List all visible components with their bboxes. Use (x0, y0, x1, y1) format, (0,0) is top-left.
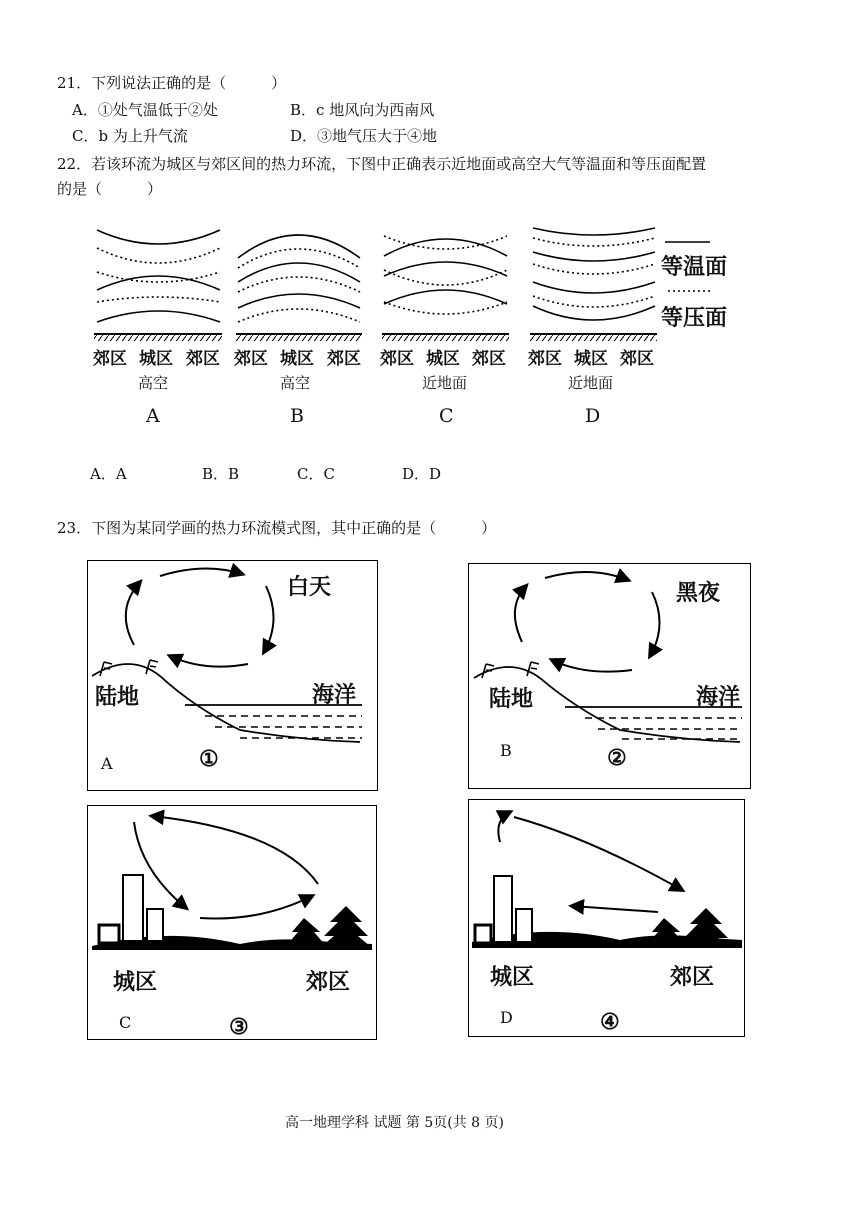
q23-c-letter: C (119, 1013, 132, 1032)
legend-isobar-label: 等压面 (661, 305, 728, 331)
q23-d-scene (472, 876, 742, 948)
q23-c-number: ③ (229, 1014, 249, 1040)
q23-b-time: 黑夜 (676, 581, 721, 606)
q22-d-ground-left: 郊区 (528, 349, 562, 369)
q23-d-suburb: 郊区 (670, 965, 715, 990)
q23-c-city: 城区 (113, 970, 158, 995)
q21-option-d: D．③地气压大于④地 (290, 127, 438, 145)
q22-b-level: 高空 (280, 374, 311, 392)
q23-a-arrows (126, 568, 274, 666)
q23-b-arrows (515, 572, 660, 672)
q22-d-ground-right: 郊区 (620, 349, 654, 369)
q23-a-number: ① (199, 746, 219, 772)
q22-a-letter: A (146, 405, 160, 427)
q22-stem-line1: 22．若该环流为城区与郊区间的热力环流，下图中正确表示近地面或高空大气等温面和等压面配置 (57, 155, 707, 173)
q23-d-city: 城区 (490, 965, 535, 990)
q23-c-scene (92, 875, 372, 950)
q23-b-sea: 海洋 (696, 685, 741, 710)
page-footer: 高一地理学科 试题 第 5页(共 8 页) (285, 1115, 504, 1131)
q22-b-ground-right: 郊区 (327, 349, 361, 369)
q22-c-ground-right: 郊区 (472, 349, 506, 369)
q22-b-ground-mid: 城区 (280, 349, 314, 369)
q22-c-ground-left: 郊区 (380, 349, 414, 369)
q21-stem: 21．下列说法正确的是（ ） (57, 74, 287, 92)
q22-a-level: 高空 (138, 374, 169, 392)
q22-c-level: 近地面 (422, 374, 468, 392)
q23-c-suburb: 郊区 (306, 970, 351, 995)
q23-b-land: 陆地 (489, 687, 534, 712)
q23-a-letter: A (101, 754, 113, 773)
q22-choice-b: B．B (202, 465, 240, 483)
q22-b-letter: B (290, 405, 304, 427)
q22-a-ground-right: 郊区 (186, 349, 220, 369)
q23-d-arrows (498, 812, 682, 912)
q22-choice-c: C．C (297, 465, 335, 483)
q23-a-land: 陆地 (95, 685, 140, 710)
legend-isotherm-label: 等温面 (661, 254, 728, 280)
q21-option-c: C．b 为上升气流 (72, 127, 188, 145)
q23-b-letter: B (500, 741, 512, 760)
q22-d-level: 近地面 (568, 374, 614, 392)
q23-a-time: 白天 (287, 575, 332, 600)
q22-b-ground-left: 郊区 (234, 349, 268, 369)
q22-a-ground-left: 郊区 (93, 349, 127, 369)
q22-c-ground-mid: 城区 (426, 349, 460, 369)
q23-d-letter: D (500, 1008, 513, 1027)
q23-c-arrows (134, 816, 318, 919)
q22-c-letter: C (439, 405, 454, 427)
q22-stem-line2: 的是（ ） (57, 180, 163, 198)
q23-a-sea: 海洋 (312, 683, 357, 708)
q22-choice-a: A．A (90, 465, 127, 483)
q21-option-b: B．c 地风向为西南风 (290, 101, 435, 119)
q23-stem: 23．下图为某同学画的热力环流模式图，其中正确的是（ ） (57, 519, 497, 537)
q22-a-ground-mid: 城区 (139, 349, 173, 369)
q22-d-letter: D (585, 405, 601, 427)
q22-d-ground-mid: 城区 (574, 349, 608, 369)
q22-choice-d: D．D (402, 465, 442, 483)
q21-option-a: A．①处气温低于②处 (72, 101, 218, 119)
q23-b-number: ② (607, 745, 627, 771)
q23-d-number: ④ (600, 1009, 620, 1035)
